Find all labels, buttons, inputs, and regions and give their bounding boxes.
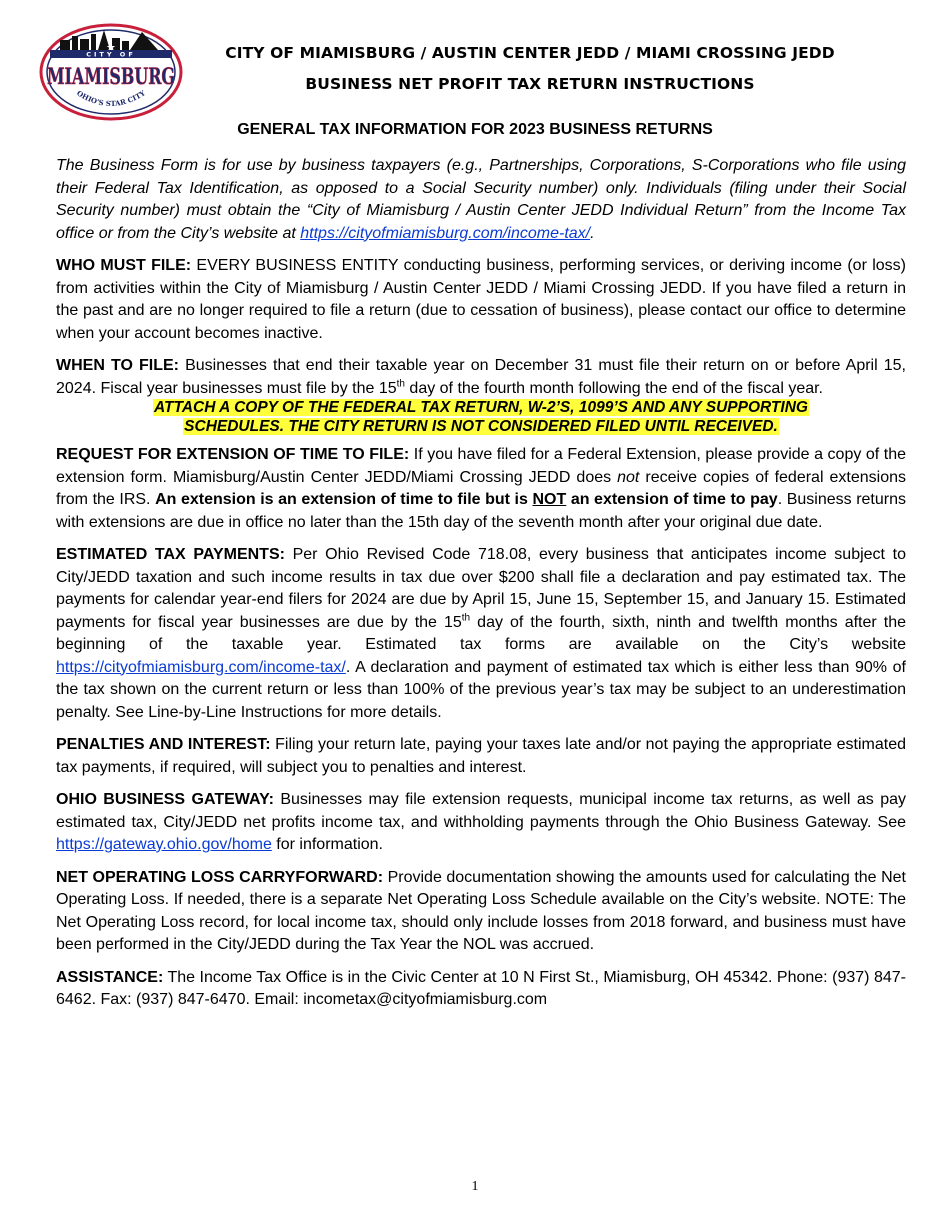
ohio-gateway-link[interactable]: https://gateway.ohio.gov/home — [56, 836, 272, 853]
estimated-tax-forms-link[interactable]: https://cityofmiamisburg.com/income-tax/ — [56, 658, 346, 676]
section-heading: GENERAL TAX INFORMATION FOR 2023 BUSINESS RETURNS — [237, 121, 713, 138]
when-to-file-paragraph: WHEN TO FILE: Businesses that end their taxable year on December 31 must file their return on or before April 15, 2024. Fiscal year businesses must file by the 15th day of the fourth month following the end of the fiscal year. — [56, 357, 906, 397]
intro-paragraph: The Business Form is for use by business taxpayers (e.g., Partnerships, Corporations, S-Corporations who file using their Federal Tax Identification, as opposed to a Social Security number) only. Individuals (filing under their Social Security number) must obtain the “City of Miamisburg / Austin Center JEDD Individual Return” from the Income Tax office or from the City’s website at https://cityofmiamisburg.com/income-tax/. — [56, 157, 906, 242]
svg-text:OHIO'S STAR CITY: OHIO'S STAR CITY — [75, 88, 147, 109]
instructions-body — [56, 155, 906, 1022]
estimated-tax-paragraph: ESTIMATED TAX PAYMENTS: Per Ohio Revised Code 718.08, every business that anticipates income subject to City/JEDD taxation and such income results in tax due over $200 shall file a declaration and pay estimated tax. The payments for calendar year-end filers for 2024 are due by April 15, June 15, September 15, and January 15. Estimated payments for fiscal year businesses are due by the 15th day of the fourth, sixth, ninth and twelfth months after the beginning of the taxable year. Estimated tax forms are available on the City’s website https://cityofmiamisburg.com/income-tax/. A declaration and payment of estimated tax which is either less than 90% of the tax shown on the current return or less than 100% of the previous year’s tax may be subject to an underestimation penalty. See Line-by-Line Instructions for more details. — [56, 546, 907, 721]
city-of-miamisburg-logo — [38, 22, 184, 122]
page-number: 1 — [471, 1179, 479, 1194]
nol-paragraph: NET OPERATING LOSS CARRYFORWARD: Provide documentation showing the amounts used for calculating the Net Operating Loss. If needed, there is a separate Net Operating Loss Schedule available on the City’s website. NOTE: The Net Operating Loss record, for local income tax, should only include losses from 2018 forward, and business must have been performed in the City/JEDD during the Tax Year the NOL was accrued. — [56, 868, 906, 953]
income-tax-website-link[interactable]: https://cityofmiamisburg.com/income-tax/ — [300, 224, 591, 242]
svg-text:CITY OF: CITY OF — [86, 50, 136, 59]
penalties-paragraph: PENALTIES AND INTEREST: Filing your return late, paying your taxes late and/or not paying the appropriate estimated tax payments, if required, will subject you to penalties and interest. — [56, 736, 906, 776]
svg-text:MIAMISBURG: MIAMISBURG — [47, 64, 175, 90]
ohio-business-gateway-paragraph: OHIO BUSINESS GATEWAY: Businesses may file extension requests, municipal income tax returns, as well as pay estimated tax, City/JEDD net profits income tax, and withholding payments through the Ohio Business Gateway. See https://gateway.ohio.gov/home for information. — [56, 791, 907, 853]
document-title: CITY OF MIAMISBURG / AUSTIN CENTER JEDD / MIAMI CROSSING JEDD — [225, 44, 835, 62]
who-must-file-paragraph: WHO MUST FILE: EVERY BUSINESS ENTITY conducting business, performing services, or deriving income (or loss) from activities within the City of Miamisburg / Austin Center JEDD / Miami Crossing JEDD. If you have filed a return in the past and are no longer required to file a return (due to cessation of business), please contact our office to determine when your account becomes inactive. — [56, 257, 907, 342]
assistance-paragraph: ASSISTANCE: The Income Tax Office is in the Civic Center at 10 N First St., Miamisburg, OH 45342. Phone: (937) 847-6462. Fax: (937) 847-6470. Email: incometax@cityofmiamisburg.com — [56, 968, 906, 1008]
extension-paragraph: REQUEST FOR EXTENSION OF TIME TO FILE: If you have filed for a Federal Extension, please provide a copy of the extension form. Miamisburg/Austin Center JEDD/Miami Crossing JEDD does not receive copies of federal extensions from the IRS. An extension is an extension of time to file but is NOT an extension of time to pay. Business returns with extensions are due in office no later than the 15th day of the seventh month after your original due date. — [56, 446, 907, 531]
document-subtitle: BUSINESS NET PROFIT TAX RETURN INSTRUCTIONS — [305, 75, 755, 93]
attach-federal-return-notice: ATTACH A COPY OF THE FEDERAL TAX RETURN, W-2’S, 1099’S AND ANY SUPPORTING SCHEDULES. THE CITY RETURN IS NOT CONSIDERED FILED UNTIL RECEIVED. — [154, 399, 808, 435]
